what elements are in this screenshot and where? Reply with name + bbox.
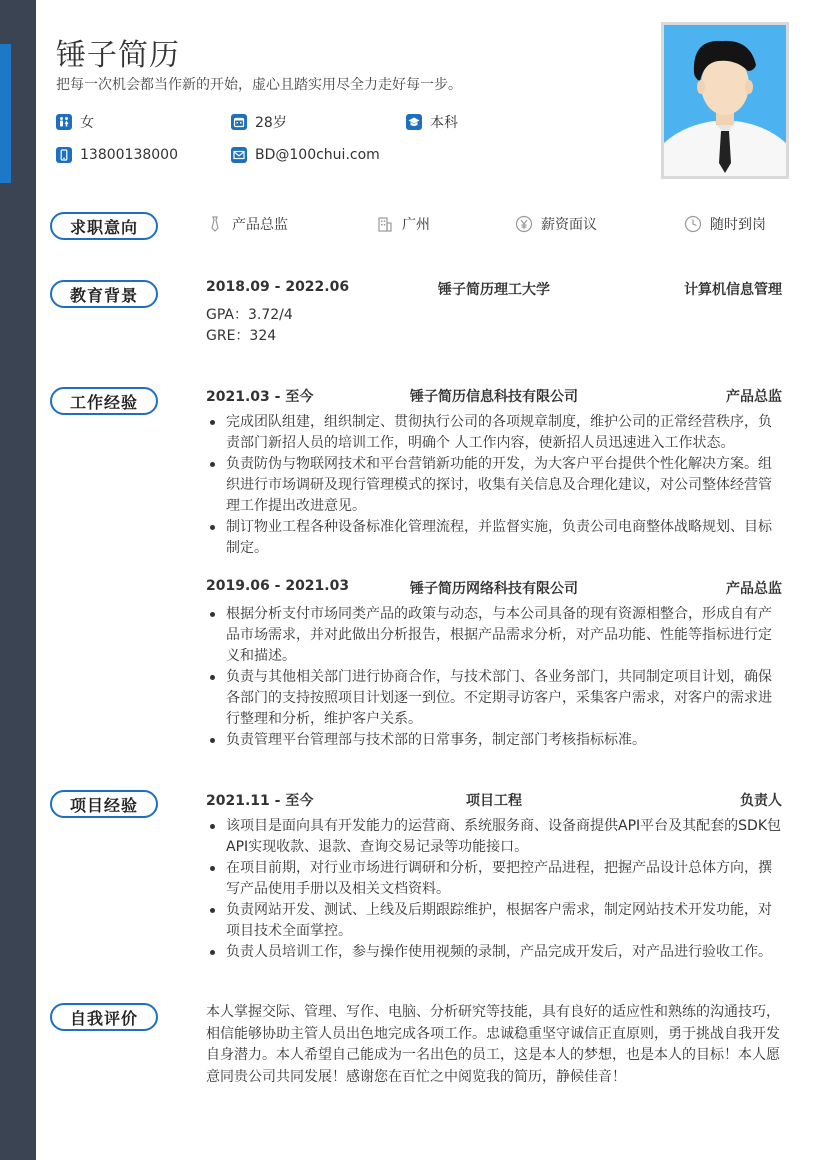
list-item: 制订物业工程各种设备标准化管理流程，并监督实施，负责公司电商整体战略规划、目标制定。 [206, 517, 782, 559]
intent-city [376, 212, 430, 236]
work-row-2 [206, 578, 782, 598]
intent-availability [684, 212, 766, 236]
info-gender [56, 112, 94, 132]
section-label-project: 项目经验 [50, 790, 158, 818]
section-label-education: 教育背景 [50, 280, 158, 308]
project-row [206, 790, 782, 810]
list-item: 在项目前期，对行业市场进行调研和分析，要把控产品进程，把握产品设计总体方向，撰写产品使用手册以及相关文档资料。 [206, 858, 782, 900]
list-item: 负责与其他相关部门进行协商合作，与技术部门、各业务部门，共同制定项目计划，确保各部门的支持按照项目计划逐一到位。不定期寻访客户，采集客户需求，对客户的需求进行整理和分析，维护客户关系。 [206, 667, 782, 730]
work-company-2: 锤子简历网络科技有限公司 [410, 581, 578, 597]
list-item: 负责防伪与物联网技术和平台营销新功能的开发，为大客户平台提供个性化解决方案。组织进行市场调研及现行管理模式的探讨，收集有关信息及合理化建议，对公司整体经营管理工作提出改进意见。 [206, 454, 782, 517]
clock-icon [684, 215, 702, 233]
project-name: 项目工程 [466, 793, 522, 809]
info-age-value: 28岁 [255, 115, 287, 131]
info-phone-value: 13800138000 [80, 147, 178, 163]
info-phone [56, 145, 178, 165]
education-gre: GRE：324 [206, 328, 277, 344]
section-label-self: 自我评价 [50, 1003, 158, 1031]
info-education-value: 本科 [430, 115, 458, 131]
intent-city-value: 广州 [402, 217, 430, 233]
intent-position [206, 212, 288, 236]
list-item: 根据分析支付市场同类产品的政策与动态，与本公司具备的现有资源相整合，形成自有产品市场需求，并对此做出分析报告，根据产品需求分析，对产品功能、性能等指标进行定义和描述。 [206, 604, 782, 667]
gender-icon [56, 114, 72, 130]
work-title-1: 产品总监 [726, 389, 782, 405]
education-gpa: GPA：3.72/4 [206, 307, 293, 323]
intent-availability-value: 随时到岗 [710, 217, 766, 233]
work-row-1 [206, 386, 782, 406]
project-period: 2021.11 - 至今 [206, 793, 314, 809]
work-title-2: 产品总监 [726, 581, 782, 597]
info-age [231, 112, 287, 132]
info-education [406, 112, 458, 132]
list-item: 该项目是面向具有开发能力的运营商、系统服务商、设备商提供API平台及其配套的SDK包API实现收款、退款、查询交易记录等功能接口。 [206, 816, 782, 858]
work-bullets-2 [206, 604, 782, 751]
profile-photo [661, 22, 789, 179]
calendar-icon [231, 114, 247, 130]
intent-position-value: 产品总监 [232, 217, 288, 233]
list-item: 负责人员培训工作，参与操作使用视频的录制，产品完成开发后，对产品进行验收工作。 [206, 942, 782, 963]
mail-icon [231, 147, 247, 163]
education-period: 2018.09 - 2022.06 [206, 279, 350, 295]
intent-salary-value: 薪资面议 [541, 217, 597, 233]
info-gender-value: 女 [80, 115, 94, 131]
yen-icon [515, 215, 533, 233]
graduation-cap-icon [406, 114, 422, 130]
list-item: 负责管理平台管理部与技术部的日常事务，制定部门考核指标标准。 [206, 730, 782, 751]
section-label-work: 工作经验 [50, 387, 158, 415]
education-major: 计算机信息管理 [684, 282, 782, 298]
work-period-1: 2021.03 - 至今 [206, 389, 314, 405]
project-bullets [206, 816, 782, 963]
self-evaluation-text: 本人掌握交际、管理、写作、电脑、分析研究等技能，具有良好的适应性和熟练的沟通技巧，相信能够协助主管人员出色地完成各项工作。忠诚稳重坚守诚信正直原则，勇于挑战自我开发自身潜力。本人希望自己能成为一名出色的员工，这是本人的梦想，也是本人的目标！本人愿意同贵公司共同发展！感谢您在百忙之中阅览我的简历，静候佳音！ [206, 1004, 780, 1085]
info-email-value: BD@100chui.com [255, 147, 380, 163]
project-role: 负责人 [740, 793, 782, 809]
info-email [231, 145, 380, 165]
education-school: 锤子简历理工大学 [438, 282, 550, 298]
work-period-2: 2019.06 - 2021.03 [206, 578, 350, 594]
sidebar-accent [0, 44, 11, 183]
resume-name: 锤子简历 [56, 38, 180, 73]
tie-icon [206, 215, 224, 233]
work-company-1: 锤子简历信息科技有限公司 [410, 389, 578, 405]
intent-salary [515, 212, 597, 236]
building-icon [376, 215, 394, 233]
education-row [206, 279, 782, 299]
phone-icon [56, 147, 72, 163]
list-item: 完成团队组建，组织制定、贯彻执行公司的各项规章制度，维护公司的正常经营秩序，负责部门新招人员的培训工作，明确个 人工作内容，使新招人员迅速进入工作状态。 [206, 412, 782, 454]
list-item: 负责网站开发、测试、上线及后期跟踪维护，根据客户需求，制定网站技术开发功能，对项目技术全面掌控。 [206, 900, 782, 942]
work-bullets-1 [206, 412, 782, 559]
section-label-intent: 求职意向 [50, 212, 158, 240]
resume-motto: 把每一次机会都当作新的开始，虚心且踏实用尽全力走好每一步。 [56, 77, 462, 93]
